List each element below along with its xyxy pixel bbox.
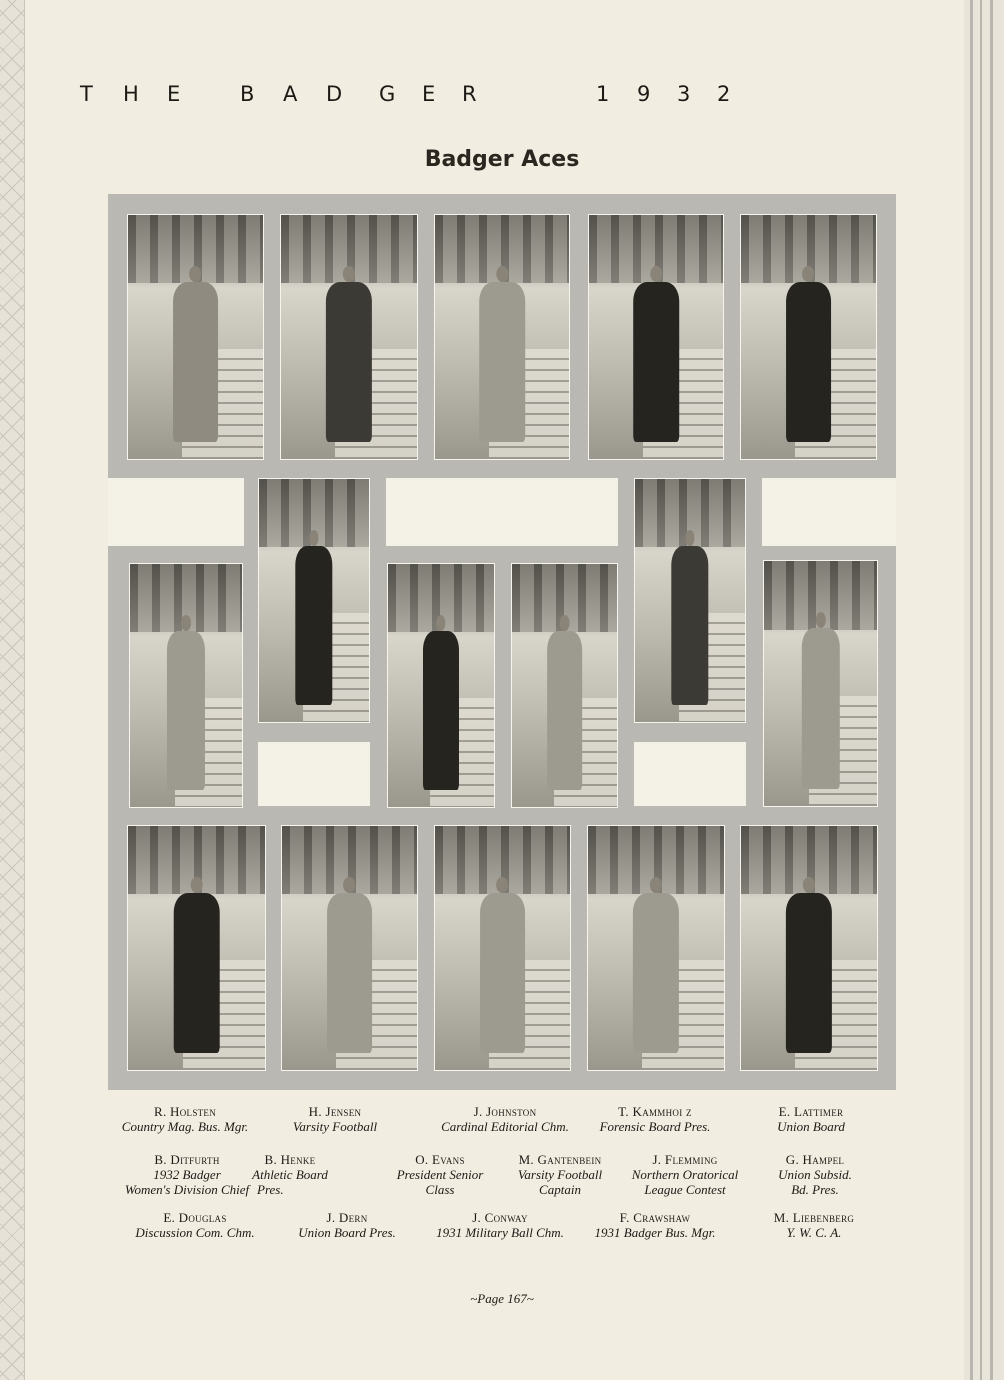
portrait-photo [280,214,418,460]
person-role: Varsity Football [517,1167,603,1182]
person-name: J. Johnston [473,1104,537,1119]
caption [405,1210,595,1240]
caption [740,1152,890,1197]
person-name: E. Lattimer [778,1104,844,1119]
page-number: ~Page 167~ [470,1291,534,1306]
mount-gap [386,478,618,546]
person-name: E. Douglas [163,1210,227,1225]
decorative-border-right [964,0,1004,1380]
person-role: 1931 Military Ball Chm. [436,1225,564,1240]
person-name: B. Ditfurth [154,1152,220,1167]
header-letter: T [80,82,93,106]
person-name: M. Liebenberg [773,1210,855,1225]
person-role: Country Mag. Bus. Mgr. [121,1119,249,1134]
header-year-digit: 3 [677,82,691,106]
header-letter: R [462,82,477,106]
portrait-photo [387,563,495,808]
person-role: Northern Oratorical [631,1167,739,1182]
portrait-photo [634,478,746,723]
mount-gap [634,742,746,806]
person-name: O. Evans [415,1152,465,1167]
person-role: Union Subsid. [778,1167,852,1182]
portrait-photo [258,478,370,723]
header-letter: E [167,82,181,106]
header-letter: E [422,82,436,106]
header-letter: D [326,82,343,106]
portrait-photo [434,214,570,460]
caption [729,1210,899,1240]
header-letter: B [240,82,255,106]
portrait-photo [127,825,266,1071]
person-role: Athletic Board [252,1167,328,1182]
caption [110,1210,280,1240]
person-name: J. Dern [326,1210,368,1225]
portrait-photo [587,825,725,1071]
portrait-photo [740,214,877,460]
person-name: F. Crawshaw [619,1210,691,1225]
page-title: Badger Aces [424,147,580,172]
person-role: Captain [539,1182,581,1197]
person-role: Class [425,1182,455,1197]
mount-gap [258,742,370,806]
person-name: R. Holsten [153,1104,217,1119]
caption [726,1104,896,1134]
portrait-photo [763,560,878,807]
caption [420,1104,590,1134]
running-header [80,82,760,112]
header-letter: G [379,82,396,106]
portrait-photo [434,825,571,1071]
person-name: M. Gantenbein [518,1152,602,1167]
caption [490,1152,630,1197]
mount-gap [762,478,896,546]
portrait-photo [740,825,878,1071]
person-name: H. Jensen [308,1104,362,1119]
decorative-border-left [0,0,25,1380]
header-letter: A [283,82,298,106]
person-role: Union Board Pres. [298,1225,396,1240]
portrait-photo [281,825,418,1071]
caption [225,1152,355,1197]
caption [250,1104,420,1134]
person-role: Varsity Football [292,1119,378,1134]
header-year-digit: 2 [717,82,731,106]
caption [100,1104,270,1134]
person-role: Women's Division Chief [124,1182,250,1197]
person-role: Discussion Com. Chm. [135,1225,255,1240]
person-role: Bd. Pres. [791,1182,839,1197]
header-year-digit: 1 [596,82,610,106]
mount-gap [108,478,244,546]
header-year-digit: 9 [637,82,651,106]
person-role: 1932 Badger [153,1167,221,1182]
person-role: 1931 Badger Bus. Mgr. [594,1225,716,1240]
person-role: Cardinal Editorial Chm. [441,1119,569,1134]
person-role: League Contest [644,1182,726,1197]
person-name: J. Flemming [652,1152,718,1167]
person-role: Y. W. C. A. [786,1225,842,1240]
portrait-photo [511,563,618,808]
person-name: G. Hampel [785,1152,845,1167]
portrait-photo [127,214,264,460]
person-role: President Senior [396,1167,484,1182]
person-name: T. Kammhoi z [618,1104,692,1119]
caption [570,1210,740,1240]
portrait-photo [588,214,724,460]
person-name: J. Conway [472,1210,528,1225]
caption [570,1104,740,1134]
caption [610,1152,760,1197]
person-role: Union Board [777,1119,845,1134]
person-role: Pres. [257,1182,284,1197]
portrait-photo [129,563,243,808]
header-letter: H [123,82,139,106]
person-name: B. Henke [264,1152,316,1167]
person-role: Forensic Board Pres. [599,1119,711,1134]
